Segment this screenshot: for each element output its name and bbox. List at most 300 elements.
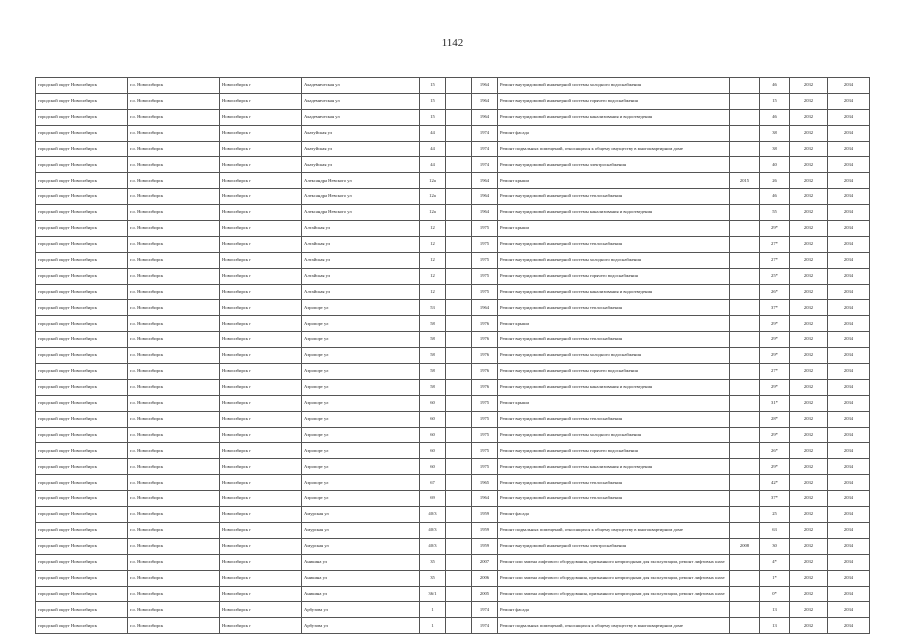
work-type-cell: Ремонт внутридомовой инженерной системы горячего водоснабжения [498, 268, 730, 284]
last-repair-year-cell [730, 141, 760, 157]
table-row [36, 427, 870, 443]
street-cell: Аэропорт ул [302, 443, 420, 459]
table-row [36, 411, 870, 427]
house-number-cell: 35 [420, 570, 446, 586]
work-type-cell: Ремонт внутридомовой инженерной системы канализования и водоотведения [498, 205, 730, 221]
build-year-cell: 1975 [472, 395, 498, 411]
district-cell: г.о. Новосибирск [128, 173, 220, 189]
building-cell [446, 427, 472, 443]
end-year-cell: 2034 [828, 507, 870, 523]
table-row [36, 189, 870, 205]
wear-percent-cell: 37* [760, 491, 790, 507]
wear-percent-cell: 38 [760, 125, 790, 141]
work-type-cell: Ремонт фасада [498, 602, 730, 618]
district-cell: г.о. Новосибирск [128, 300, 220, 316]
municipality-cell: городской округ Новосибирск [36, 157, 128, 173]
build-year-cell: 1964 [472, 78, 498, 94]
city-cell: Новосибирск г [220, 570, 302, 586]
work-type-cell: Ремонт внутридомовой инженерной системы канализования и водоотведения [498, 284, 730, 300]
street-cell: Академическая ул [302, 109, 420, 125]
district-cell: г.о. Новосибирск [128, 586, 220, 602]
municipality-cell: городской округ Новосибирск [36, 316, 128, 332]
wear-percent-cell: 37* [760, 300, 790, 316]
start-year-cell: 2032 [790, 236, 828, 252]
street-cell: Алтайская ул [302, 268, 420, 284]
build-year-cell: 1975 [472, 411, 498, 427]
city-cell: Новосибирск г [220, 93, 302, 109]
district-cell: г.о. Новосибирск [128, 618, 220, 634]
start-year-cell: 2032 [790, 602, 828, 618]
build-year-cell: 1959 [472, 538, 498, 554]
municipality-cell: городской округ Новосибирск [36, 300, 128, 316]
work-type-cell: Ремонт внутридомовой инженерной системы холодного водоснабжения [498, 78, 730, 94]
table-row [36, 252, 870, 268]
street-cell: Аэропорт ул [302, 395, 420, 411]
table-row [36, 379, 870, 395]
street-cell: Арбузова ул [302, 602, 420, 618]
last-repair-year-cell [730, 221, 760, 237]
last-repair-year-cell [730, 205, 760, 221]
end-year-cell: 2034 [828, 443, 870, 459]
city-cell: Новосибирск г [220, 443, 302, 459]
house-number-cell: 60 [420, 443, 446, 459]
start-year-cell: 2032 [790, 205, 828, 221]
end-year-cell: 2034 [828, 109, 870, 125]
municipality-cell: городской округ Новосибирск [36, 443, 128, 459]
work-type-cell: Ремонт подвальных помещений, относящихся к общему имуществу в многоквартирном доме [498, 618, 730, 634]
table-row [36, 78, 870, 94]
district-cell: г.о. Новосибирск [128, 364, 220, 380]
table-row [36, 268, 870, 284]
building-cell [446, 332, 472, 348]
building-cell [446, 205, 472, 221]
last-repair-year-cell [730, 78, 760, 94]
wear-percent-cell: 30 [760, 538, 790, 554]
street-cell: Аэропорт ул [302, 459, 420, 475]
table-row [36, 173, 870, 189]
build-year-cell: 2007 [472, 554, 498, 570]
municipality-cell: городской округ Новосибирск [36, 522, 128, 538]
last-repair-year-cell [730, 109, 760, 125]
end-year-cell: 2034 [828, 459, 870, 475]
house-number-cell: 60 [420, 411, 446, 427]
street-cell: Амурская ул [302, 538, 420, 554]
table-row [36, 93, 870, 109]
start-year-cell: 2032 [790, 586, 828, 602]
wear-percent-cell: 29* [760, 332, 790, 348]
last-repair-year-cell [730, 364, 760, 380]
house-number-cell: 15 [420, 109, 446, 125]
build-year-cell: 1976 [472, 332, 498, 348]
table-row [36, 157, 870, 173]
district-cell: г.о. Новосибирск [128, 93, 220, 109]
table-row [36, 125, 870, 141]
street-cell: Аэропорт ул [302, 427, 420, 443]
build-year-cell: 1964 [472, 189, 498, 205]
municipality-cell: городской округ Новосибирск [36, 252, 128, 268]
start-year-cell: 2032 [790, 522, 828, 538]
build-year-cell: 1976 [472, 379, 498, 395]
last-repair-year-cell [730, 491, 760, 507]
city-cell: Новосибирск г [220, 538, 302, 554]
wear-percent-cell: 13 [760, 618, 790, 634]
work-type-cell: Ремонт внутридомовой инженерной системы канализования и водоотведения [498, 379, 730, 395]
house-number-cell: 12 [420, 252, 446, 268]
build-year-cell: 1975 [472, 252, 498, 268]
wear-percent-cell: 4* [760, 554, 790, 570]
start-year-cell: 2032 [790, 252, 828, 268]
city-cell: Новосибирск г [220, 141, 302, 157]
build-year-cell: 2005 [472, 586, 498, 602]
municipality-cell: городской округ Новосибирск [36, 459, 128, 475]
district-cell: г.о. Новосибирск [128, 507, 220, 523]
table-row [36, 236, 870, 252]
work-type-cell: Ремонт крыши [498, 395, 730, 411]
work-type-cell: Ремонт внутридомовой инженерной системы электроснабжения [498, 157, 730, 173]
building-cell [446, 221, 472, 237]
work-type-cell: Ремонт фасада [498, 125, 730, 141]
start-year-cell: 2032 [790, 554, 828, 570]
wear-percent-cell: 46 [760, 109, 790, 125]
district-cell: г.о. Новосибирск [128, 141, 220, 157]
end-year-cell: 2034 [828, 522, 870, 538]
municipality-cell: городской округ Новосибирск [36, 205, 128, 221]
street-cell: Алтайская ул [302, 284, 420, 300]
district-cell: г.о. Новосибирск [128, 348, 220, 364]
start-year-cell: 2032 [790, 411, 828, 427]
table-row [36, 554, 870, 570]
build-year-cell: 1965 [472, 475, 498, 491]
city-cell: Новосибирск г [220, 284, 302, 300]
start-year-cell: 2032 [790, 300, 828, 316]
build-year-cell: 1974 [472, 141, 498, 157]
house-number-cell: 53 [420, 300, 446, 316]
street-cell: Александра Невского ул [302, 173, 420, 189]
street-cell: Аникина ул [302, 554, 420, 570]
district-cell: г.о. Новосибирск [128, 157, 220, 173]
municipality-cell: городской округ Новосибирск [36, 332, 128, 348]
start-year-cell: 2032 [790, 395, 828, 411]
start-year-cell: 2032 [790, 173, 828, 189]
end-year-cell: 2034 [828, 173, 870, 189]
end-year-cell: 2034 [828, 395, 870, 411]
start-year-cell: 2032 [790, 348, 828, 364]
wear-percent-cell: 27* [760, 364, 790, 380]
end-year-cell: 2034 [828, 618, 870, 634]
street-cell: Аэропорт ул [302, 316, 420, 332]
municipality-cell: городской округ Новосибирск [36, 586, 128, 602]
last-repair-year-cell [730, 427, 760, 443]
wear-percent-cell: 0* [760, 586, 790, 602]
district-cell: г.о. Новосибирск [128, 379, 220, 395]
house-number-cell: 15 [420, 78, 446, 94]
street-cell: Алтайская ул [302, 221, 420, 237]
house-number-cell: 58 [420, 348, 446, 364]
street-cell: Аэропорт ул [302, 348, 420, 364]
street-cell: Аэропорт ул [302, 491, 420, 507]
district-cell: г.о. Новосибирск [128, 538, 220, 554]
table-row [36, 475, 870, 491]
building-cell [446, 284, 472, 300]
work-type-cell: Ремонт внутридомовой инженерной системы теплоснабжения [498, 236, 730, 252]
house-number-cell: 12 [420, 284, 446, 300]
build-year-cell: 1975 [472, 236, 498, 252]
city-cell: Новосибирск г [220, 475, 302, 491]
house-number-cell: 12а [420, 189, 446, 205]
building-cell [446, 364, 472, 380]
build-year-cell: 1975 [472, 459, 498, 475]
building-cell [446, 348, 472, 364]
building-cell [446, 538, 472, 554]
end-year-cell: 2034 [828, 236, 870, 252]
start-year-cell: 2032 [790, 475, 828, 491]
table-row [36, 491, 870, 507]
house-number-cell: 12 [420, 221, 446, 237]
start-year-cell: 2032 [790, 427, 828, 443]
street-cell: Александра Невского ул [302, 189, 420, 205]
city-cell: Новосибирск г [220, 618, 302, 634]
start-year-cell: 2032 [790, 109, 828, 125]
end-year-cell: 2034 [828, 268, 870, 284]
last-repair-year-cell [730, 475, 760, 491]
start-year-cell: 2032 [790, 189, 828, 205]
district-cell: г.о. Новосибирск [128, 395, 220, 411]
work-type-cell: Ремонт или замена лифтового оборудования, признанного непригодным для эксплуатации, ремонт лифтовых шахт [498, 570, 730, 586]
work-type-cell: Ремонт или замена лифтового оборудования, признанного непригодным для эксплуатации, ремонт лифтовых шахт [498, 554, 730, 570]
start-year-cell: 2032 [790, 157, 828, 173]
wear-percent-cell: 42* [760, 475, 790, 491]
building-cell [446, 411, 472, 427]
build-year-cell: 1976 [472, 348, 498, 364]
end-year-cell: 2034 [828, 427, 870, 443]
street-cell: Аэропорт ул [302, 364, 420, 380]
start-year-cell: 2032 [790, 93, 828, 109]
district-cell: г.о. Новосибирск [128, 316, 220, 332]
wear-percent-cell: 15 [760, 93, 790, 109]
build-year-cell: 1975 [472, 284, 498, 300]
last-repair-year-cell [730, 189, 760, 205]
district-cell: г.о. Новосибирск [128, 411, 220, 427]
table-row [36, 316, 870, 332]
last-repair-year-cell [730, 602, 760, 618]
district-cell: г.о. Новосибирск [128, 205, 220, 221]
district-cell: г.о. Новосибирск [128, 491, 220, 507]
district-cell: г.о. Новосибирск [128, 522, 220, 538]
city-cell: Новосибирск г [220, 205, 302, 221]
street-cell: Амурская ул [302, 507, 420, 523]
start-year-cell: 2032 [790, 364, 828, 380]
city-cell: Новосибирск г [220, 348, 302, 364]
work-type-cell: Ремонт внутридомовой инженерной системы теплоснабжения [498, 189, 730, 205]
city-cell: Новосибирск г [220, 300, 302, 316]
district-cell: г.о. Новосибирск [128, 602, 220, 618]
city-cell: Новосибирск г [220, 173, 302, 189]
wear-percent-cell: 29* [760, 316, 790, 332]
end-year-cell: 2034 [828, 252, 870, 268]
building-cell [446, 236, 472, 252]
building-cell [446, 125, 472, 141]
city-cell: Новосибирск г [220, 379, 302, 395]
last-repair-year-cell [730, 284, 760, 300]
start-year-cell: 2032 [790, 332, 828, 348]
building-cell [446, 78, 472, 94]
wear-percent-cell: 1* [760, 570, 790, 586]
start-year-cell: 2032 [790, 141, 828, 157]
building-cell [446, 443, 472, 459]
wear-percent-cell: 28* [760, 411, 790, 427]
building-cell [446, 189, 472, 205]
start-year-cell: 2032 [790, 316, 828, 332]
build-year-cell: 1959 [472, 522, 498, 538]
end-year-cell: 2034 [828, 205, 870, 221]
wear-percent-cell: 26 [760, 173, 790, 189]
table-row [36, 348, 870, 364]
work-type-cell: Ремонт или замена лифтового оборудования, признанного непригодным для эксплуатации, ремонт лифтовых шахт [498, 586, 730, 602]
city-cell: Новосибирск г [220, 221, 302, 237]
wear-percent-cell: 25 [760, 507, 790, 523]
house-number-cell: 36/1 [420, 586, 446, 602]
building-cell [446, 395, 472, 411]
building-cell [446, 379, 472, 395]
end-year-cell: 2034 [828, 602, 870, 618]
table-row [36, 538, 870, 554]
table-row [36, 618, 870, 634]
work-type-cell: Ремонт внутридомовой инженерной системы теплоснабжения [498, 475, 730, 491]
last-repair-year-cell [730, 554, 760, 570]
city-cell: Новосибирск г [220, 427, 302, 443]
city-cell: Новосибирск г [220, 507, 302, 523]
street-cell: Аэропорт ул [302, 475, 420, 491]
city-cell: Новосибирск г [220, 364, 302, 380]
street-cell: Аэропорт ул [302, 300, 420, 316]
wear-percent-cell: 13 [760, 602, 790, 618]
build-year-cell: 1964 [472, 205, 498, 221]
city-cell: Новосибирск г [220, 554, 302, 570]
last-repair-year-cell [730, 507, 760, 523]
last-repair-year-cell [730, 268, 760, 284]
end-year-cell: 2034 [828, 300, 870, 316]
work-type-cell: Ремонт фасада [498, 507, 730, 523]
wear-percent-cell: 29* [760, 459, 790, 475]
municipality-cell: городской округ Новосибирск [36, 93, 128, 109]
repair-program-table [35, 77, 870, 634]
build-year-cell: 2006 [472, 570, 498, 586]
work-type-cell: Ремонт подвальных помещений, относящихся к общему имуществу в многоквартирном доме [498, 141, 730, 157]
build-year-cell: 1964 [472, 173, 498, 189]
house-number-cell: 58 [420, 332, 446, 348]
district-cell: г.о. Новосибирск [128, 109, 220, 125]
table-row [36, 300, 870, 316]
building-cell [446, 109, 472, 125]
work-type-cell: Ремонт внутридомовой инженерной системы канализования и водоотведения [498, 109, 730, 125]
work-type-cell: Ремонт внутридомовой инженерной системы канализования и водоотведения [498, 459, 730, 475]
work-type-cell: Ремонт внутридомовой инженерной системы холодного водоснабжения [498, 348, 730, 364]
start-year-cell: 2032 [790, 379, 828, 395]
table-row [36, 570, 870, 586]
street-cell: Арбузова ул [302, 618, 420, 634]
work-type-cell: Ремонт крыши [498, 173, 730, 189]
start-year-cell: 2032 [790, 78, 828, 94]
district-cell: г.о. Новосибирск [128, 221, 220, 237]
start-year-cell: 2032 [790, 443, 828, 459]
last-repair-year-cell [730, 125, 760, 141]
wear-percent-cell: 29* [760, 379, 790, 395]
street-cell: Аэропорт ул [302, 411, 420, 427]
building-cell [446, 157, 472, 173]
work-type-cell: Ремонт внутридомовой инженерной системы горячего водоснабжения [498, 364, 730, 380]
district-cell: г.о. Новосибирск [128, 570, 220, 586]
building-cell [446, 522, 472, 538]
house-number-cell: 40/3 [420, 507, 446, 523]
last-repair-year-cell [730, 395, 760, 411]
municipality-cell: городской округ Новосибирск [36, 189, 128, 205]
last-repair-year-cell [730, 252, 760, 268]
work-type-cell: Ремонт внутридомовой инженерной системы горячего водоснабжения [498, 443, 730, 459]
end-year-cell: 2034 [828, 78, 870, 94]
municipality-cell: городской округ Новосибирск [36, 602, 128, 618]
end-year-cell: 2034 [828, 284, 870, 300]
house-number-cell: 60 [420, 459, 446, 475]
last-repair-year-cell [730, 316, 760, 332]
district-cell: г.о. Новосибирск [128, 284, 220, 300]
municipality-cell: городской округ Новосибирск [36, 491, 128, 507]
municipality-cell: городской округ Новосибирск [36, 173, 128, 189]
municipality-cell: городской округ Новосибирск [36, 268, 128, 284]
end-year-cell: 2034 [828, 364, 870, 380]
municipality-cell: городской округ Новосибирск [36, 507, 128, 523]
last-repair-year-cell [730, 443, 760, 459]
building-cell [446, 316, 472, 332]
build-year-cell: 1976 [472, 316, 498, 332]
start-year-cell: 2032 [790, 538, 828, 554]
work-type-cell: Ремонт внутридомовой инженерной системы теплоснабжения [498, 491, 730, 507]
house-number-cell: 40/3 [420, 522, 446, 538]
municipality-cell: городской округ Новосибирск [36, 364, 128, 380]
municipality-cell: городской округ Новосибирск [36, 236, 128, 252]
street-cell: Алтайская ул [302, 236, 420, 252]
city-cell: Новосибирск г [220, 252, 302, 268]
wear-percent-cell: 46 [760, 78, 790, 94]
work-type-cell: Ремонт внутридомовой инженерной системы теплоснабжения [498, 411, 730, 427]
build-year-cell: 1974 [472, 125, 498, 141]
district-cell: г.о. Новосибирск [128, 554, 220, 570]
end-year-cell: 2034 [828, 491, 870, 507]
municipality-cell: городской округ Новосибирск [36, 78, 128, 94]
last-repair-year-cell [730, 348, 760, 364]
house-number-cell: 58 [420, 364, 446, 380]
table-row [36, 522, 870, 538]
work-type-cell: Ремонт внутридомовой инженерной системы горячего водоснабжения [498, 93, 730, 109]
building-cell [446, 475, 472, 491]
last-repair-year-cell: 2008 [730, 538, 760, 554]
table-row [36, 443, 870, 459]
wear-percent-cell: 29* [760, 221, 790, 237]
last-repair-year-cell [730, 236, 760, 252]
end-year-cell: 2034 [828, 93, 870, 109]
end-year-cell: 2034 [828, 157, 870, 173]
last-repair-year-cell [730, 332, 760, 348]
municipality-cell: городской округ Новосибирск [36, 109, 128, 125]
house-number-cell: 35 [420, 554, 446, 570]
municipality-cell: городской округ Новосибирск [36, 538, 128, 554]
municipality-cell: городской округ Новосибирск [36, 570, 128, 586]
work-type-cell: Ремонт крыши [498, 221, 730, 237]
wear-percent-cell: 25* [760, 268, 790, 284]
district-cell: г.о. Новосибирск [128, 332, 220, 348]
district-cell: г.о. Новосибирск [128, 236, 220, 252]
table-row [36, 332, 870, 348]
district-cell: г.о. Новосибирск [128, 125, 220, 141]
